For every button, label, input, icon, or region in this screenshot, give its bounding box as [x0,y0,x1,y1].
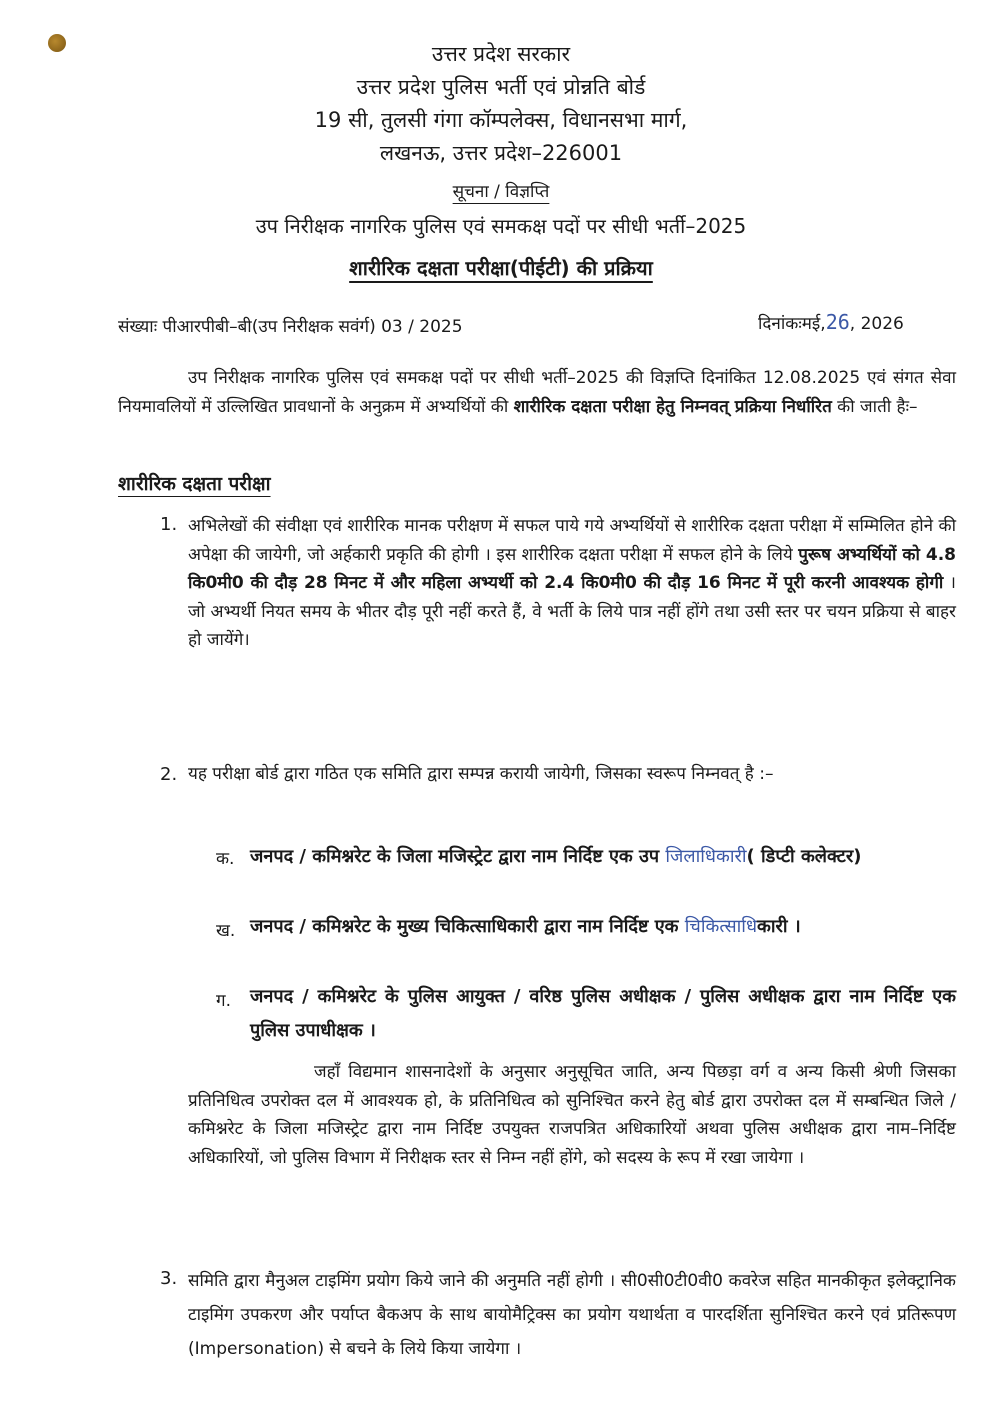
item-1-text [188,512,956,655]
subitem-ka-label: क. [216,849,235,869]
header-board: उत्तर प्रदेश पुलिस भर्ती एवं प्रोन्नति बोर्ड [356,75,646,99]
item-3-text: समिति द्वारा मैनुअल टाइमिंग प्रयोग किये जाने की अनुमति नहीं होगी । सी0सी0टी0वी0 कवरेज सहित मानकीकृत इलेक्ट्रानिक टाइमिंग उपकरण और पर्याप्त बैकअप के साथ बायोमैट्रिक्स का प्रयोग यथार्थता व पारदर्शिता सुनिश्चित करने एवं प्रतिरूपण (Impersonation) से बचने के लिये किया जायेगा । [188,1271,956,1359]
notice-type [0,178,1002,206]
date-year: , 2026 [849,314,904,334]
subitem-kha-blue: चिकित्साधि [684,916,758,937]
subitem-ka-text [250,840,956,874]
intro-text-bold: शारीरिक दक्षता परीक्षा हेतु निम्नवत् प्रक्रिया निर्धारित [513,396,832,417]
subitem-ka-main: जनपद / कमिश्नरेट के जिला मजिस्ट्रेट द्वारा नाम निर्दिष्ट एक उप [250,846,666,867]
subitem-ga-text: जनपद / कमिश्नरेट के पुलिस आयुक्त / वरिष्ठ पुलिस अधीक्षक / पुलिस अधीक्षक द्वारा नाम निर्दिष्ट एक पुलिस उपाधीक्षक । [250,986,956,1041]
notice-process-title [0,254,1002,282]
date-day-handwritten: 26 [825,310,850,334]
item-2-number: 2. [160,764,178,785]
reference-number: संख्याः पीआरपीबी–बी(उप निरीक्षक सवंर्ग) 03 / 2025 [118,317,463,337]
header-government: उत्तर प्रदेश सरकार [431,42,571,66]
item-1-text-1: अभिलेखों की संवीक्षा एवं शारीरिक मानक परीक्षण में सफल पाये गये अभ्यर्थियों से शारीरिक दक्षता परीक्षा में सम्मिलित होने की अपेक्षा की जायेगी, जो अर्हकारी प्रकृति की होगी । इस शारीरिक दक्षता परीक्षा में सफल होने के लिये [188,516,956,565]
item-1-text-bold: पुरूष अभ्यर्थियों को 4.8 कि0मी0 की दौड़ 28 मिनट में और महिला अभ्यर्थी को 2.4 कि0मी0 की दौड़ 16 मिनट में पूरी करनी आवश्यक होगी [188,544,956,593]
process-title-text: शारीरिक दक्षता परीक्षा(पीईटी) की प्रक्रिया [349,256,653,280]
subitem-ka-tail: ( डिप्टी कलेक्टर) [746,846,862,867]
section-heading [118,470,271,496]
intro-text-2: की जाती हैः– [831,396,918,417]
section-heading-text: शारीरिक दक्षता परीक्षा [118,473,271,495]
subitem-kha-tail: कारी । [757,916,801,937]
header-city: लखनऊ, उत्तर प्रदेश–226001 [379,141,623,165]
notice-type-label: सूचना / विज्ञप्ति [452,182,550,202]
intro-paragraph [118,364,956,421]
subitem-kha-main: जनपद / कमिश्नरेट के मुख्य चिकित्साधिकारी द्वारा नाम निर्दिष्ट एक [250,916,685,937]
item-3-number: 3. [160,1268,178,1289]
item-2-note: जहॉं विद्यमान शासनादेशों के अनुसार अनुसूचित जाति, अन्य पिछड़ा वर्ग व अन्य किसी श्रेणी जिसका प्रतिनिधित्व उपरोक्त दल में आवश्यक हो, के प्रतिनिधित्व को सुनिश्चित करने हेतु बोर्ड द्वारा उपरोक्त दल में सम्बन्धित जिले / कमिश्नरेट के जिला मजिस्ट्रेट द्वारा नाम निर्दिष्ट उपयुक्त राजपत्रित अधिकारियों अथवा पुलिस अधीक्षक द्वारा नाम–निर्दिष्ट अधिकारियों, जो पुलिस विभाग में निरीक्षक स्तर से निम्न नहीं होंगे, को सदस्य के रूप में रखा जायेगा । [188,1062,956,1168]
intro-text-1: उप निरीक्षक नागरिक पुलिस एवं समकक्ष पदों पर सीधी भर्ती–2025 की विज्ञप्ति दिनांकित 12.08.2025 एवं संगत सेवा नियमावलियों में उल्लिखित प्रावधानों के अनुक्रम में अभ्यर्थियों की [118,368,956,417]
item-1-text-2: । जो अभ्यर्थी नियत समय के भीतर दौड़ पूरी नहीं करते हैं, वे भर्ती के लिये पात्र नहीं होंगे तथा उसी स्तर पर चयन प्रक्रिया से बाहर हो जायेंगे। [188,573,956,650]
subitem-ga-label: ग. [216,991,231,1011]
subitem-ka-blue: जिलाधिकारी [665,846,747,867]
item-1-number: 1. [160,514,178,535]
date-prefix: दिनांकःमई, [758,314,826,334]
subitem-kha-label: ख. [216,921,236,941]
subitem-kha-text [250,910,956,944]
reference-date [758,310,904,334]
item-2-text: यह परीक्षा बोर्ड द्वारा गठित एक समिति द्वारा सम्पन्न करायी जायेगी, जिसका स्वरूप निम्नवत् है :– [188,764,774,784]
notice-subject: उप निरीक्षक नागरिक पुलिस एवं समकक्ष पदों पर सीधी भर्ती–2025 [255,214,747,238]
header-address: 19 सी, तुलसी गंगा कॉम्पलेक्स, विधानसभा मार्ग, [314,108,688,132]
